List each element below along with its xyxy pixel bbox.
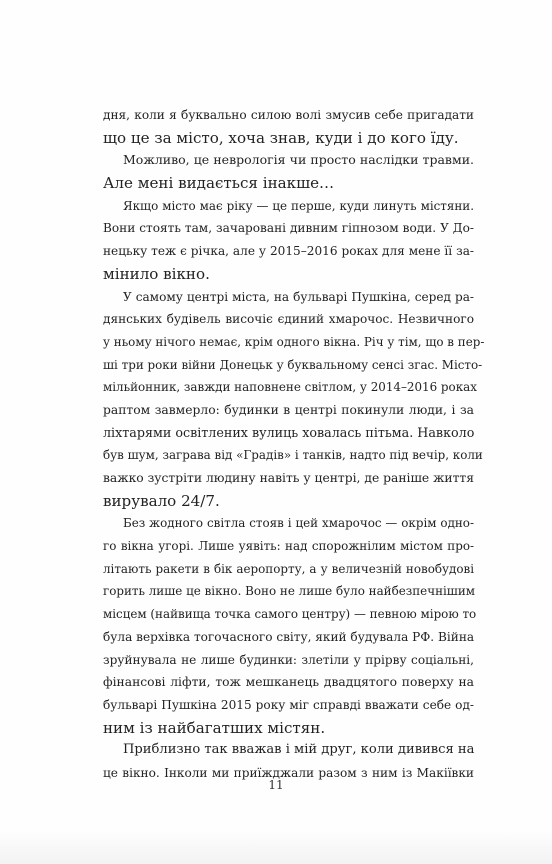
text-line: мільйонник, завжди наповнене світлом, у 2014–2016 роках bbox=[103, 380, 477, 395]
text-line: ші три роки війни Донецьк у буквальному сенсі згас. Місто- bbox=[103, 357, 483, 372]
text-line: го вікна угорі. Лише уявіть: над спорожнілим містом про- bbox=[103, 539, 474, 554]
text-line: ліхтарями освітлених вулиць ховалась пітьма. Навколо bbox=[103, 424, 475, 440]
text-line: Без жодного світла стояв і цей хмарочос — окрім одно- bbox=[123, 516, 474, 531]
text-line: мінило вікно. bbox=[103, 264, 210, 283]
text-line: нецьку теж є річка, але у 2015–2016 роках для мене її за- bbox=[103, 244, 474, 259]
text-line: Приблизно так вважав і мій друг, коли дивився на bbox=[123, 742, 475, 758]
page-number: 11 bbox=[268, 778, 284, 792]
text-line: що це за місто, хоча знав, куди і до кого їду. bbox=[103, 128, 459, 147]
text-line: горить лише це вікно. Воно не лише було найбезпечнішим bbox=[103, 584, 476, 599]
text-line: у ньому нічого немає, крім одного вікна. Річ у тім, що в пер- bbox=[103, 334, 485, 349]
text-line: фінансові ліфти, тож мешканець двадцятого поверху на bbox=[103, 675, 474, 690]
text-line: важко зустріти людину навіть у центрі, де раніше життя bbox=[103, 471, 474, 485]
text-line: зруйнувала не лише будинки: злетіли у прірву соціальні, bbox=[103, 652, 474, 667]
text-line: дянських будівель височіє єдиний хмарочос. Незвичного bbox=[103, 312, 474, 327]
text-line: місцем (найвища точка самого центру) — певною мірою то bbox=[103, 607, 477, 622]
text-line: дня, коли я буквально силою волі змусив себе пригадати bbox=[103, 108, 474, 122]
body-text bbox=[103, 104, 485, 785]
text-line: Якщо місто має ріку — це перше, куди линуть містяни. bbox=[123, 198, 474, 213]
text-line: раптом завмерло: будинки в центрі покинули люди, і за bbox=[103, 402, 474, 417]
text-line: літають ракети в бік аеропорту, а у величезній новобудові bbox=[103, 561, 474, 576]
text-line: вирувало 24/7. bbox=[103, 491, 220, 510]
text-line: бульварі Пушкіна 2015 року міг справді вважати себе од- bbox=[103, 697, 474, 712]
text-line: була верхівка тогочасного світу, який будувала РФ. Війна bbox=[103, 629, 475, 644]
text-line: був шум, заграва від «Градів» і танків, надто під вечір, коли bbox=[103, 448, 483, 463]
text-line: У самому центрі міста, на бульварі Пушкіна, серед ра- bbox=[123, 289, 474, 304]
text-line: Можливо, це неврологія чи просто наслідки травми. bbox=[123, 152, 474, 168]
text-line: ним із найбагатших містян. bbox=[103, 718, 326, 737]
text-line: Але мені видається інакше… bbox=[103, 174, 335, 193]
page-bottom-shadow bbox=[0, 830, 552, 864]
text-line: це вікно. Інколи ми приїжджали разом з ним із Макіївки bbox=[103, 765, 474, 780]
text-line: Вони стоять там, зачаровані дивним гіпнозом води. У До- bbox=[103, 221, 474, 236]
